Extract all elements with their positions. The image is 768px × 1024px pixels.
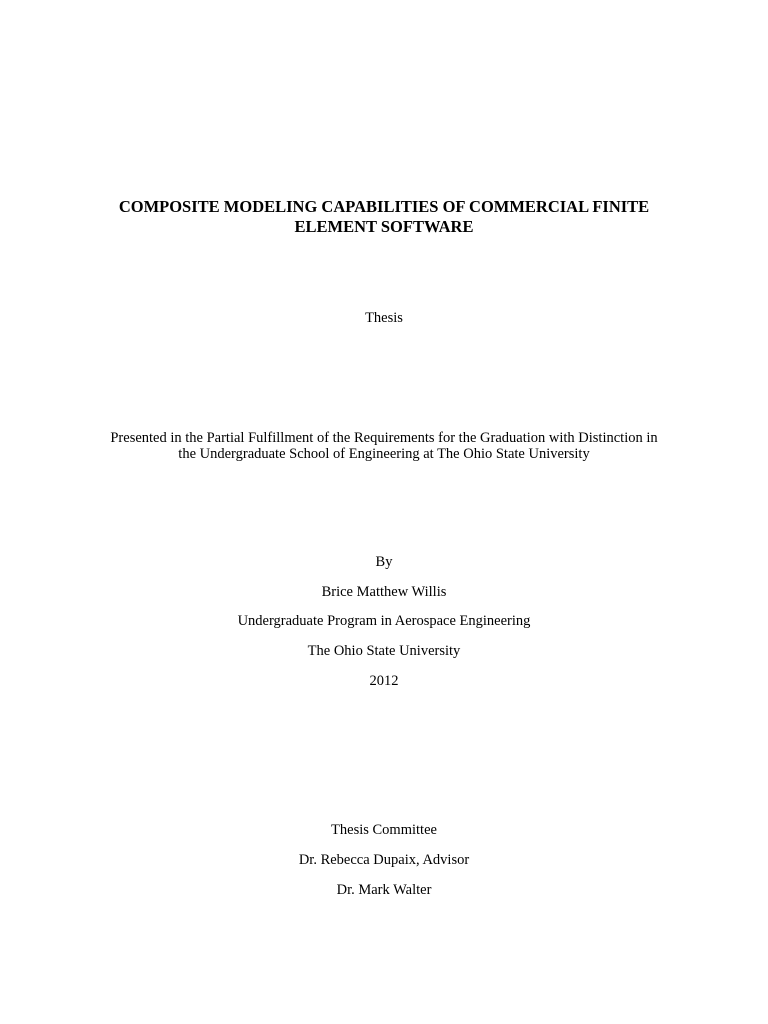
committee-heading: Thesis Committee: [331, 822, 437, 838]
presented-statement-line-2: the Undergraduate School of Engineering at The Ohio State University: [178, 446, 590, 462]
thesis-title-line-1: COMPOSITE MODELING CAPABILITIES OF COMMERCIAL FINITE: [118, 197, 650, 216]
committee-member-advisor: Dr. Rebecca Dupaix, Advisor: [298, 852, 470, 868]
university-name: The Ohio State University: [307, 643, 461, 659]
program-name: Undergraduate Program in Aerospace Engineering: [237, 613, 531, 629]
thesis-title-line-2: ELEMENT SOFTWARE: [294, 217, 474, 236]
by-label: By: [375, 554, 393, 570]
document-type: Thesis: [365, 310, 403, 326]
committee-member: Dr. Mark Walter: [336, 882, 432, 898]
year: 2012: [369, 673, 399, 689]
author-name: Brice Matthew Willis: [321, 584, 447, 600]
presented-statement-line-1: Presented in the Partial Fulfillment of the Requirements for the Graduation with Distinction in: [110, 430, 658, 446]
